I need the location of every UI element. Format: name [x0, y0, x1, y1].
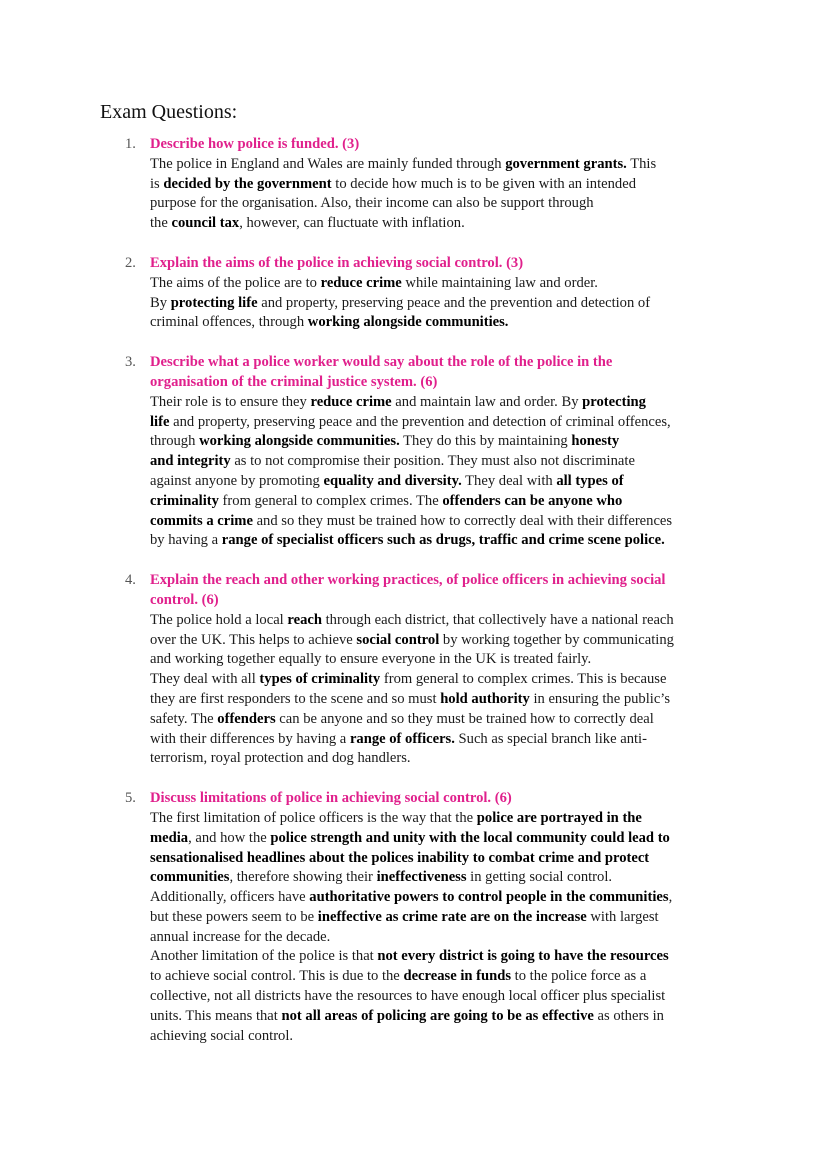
bold-text: reduce crime: [320, 274, 402, 291]
bold-text: types of criminality: [259, 671, 381, 688]
bold-text: authoritative powers to control people in the communities: [309, 889, 669, 906]
answer-text: , however, can fluctuate with inflation.: [239, 215, 465, 232]
question-title: Describe what a police worker would say about the role of the police in the: [150, 354, 613, 371]
answer-line: [150, 908, 740, 928]
bold-text: hold authority: [440, 690, 530, 707]
bold-text: working alongside communities.: [307, 314, 509, 331]
bold-text: life: [150, 413, 170, 430]
answer-line: [150, 928, 740, 948]
answer-text: to achieve social control. This is due to the: [150, 968, 404, 985]
answer-text: The first limitation of police officers is the way that the: [150, 809, 477, 826]
answer-text: criminal offences, through: [150, 314, 308, 331]
answer-text: and working together equally to ensure everyone in the UK is treated fairly.: [150, 651, 592, 668]
answer-line: [150, 313, 740, 333]
answer-text: in getting social control.: [466, 869, 613, 886]
answer-line: [150, 294, 740, 314]
question-number: 2.: [125, 254, 136, 271]
answer-line: [150, 413, 740, 433]
answer-line: [150, 531, 740, 551]
answer-line: [150, 849, 740, 869]
answer-line: [150, 175, 740, 195]
question-number: 1.: [125, 136, 136, 152]
answer-text: The police hold a local: [150, 611, 288, 628]
question-title: organisation of the criminal justice system. (6): [150, 373, 438, 390]
answer-line: [150, 730, 740, 750]
answer-text: and maintain law and order. By: [391, 393, 583, 410]
bold-text: reach: [287, 611, 322, 628]
answer-line: [150, 214, 740, 234]
bold-text: range of officers.: [349, 730, 455, 747]
answer-line: [150, 670, 740, 690]
bold-text: not all areas of policing are going to be as effective: [281, 1007, 594, 1024]
bold-text: decrease in funds: [403, 968, 512, 985]
bold-text: all types of: [556, 472, 624, 489]
question-number: 5.: [125, 790, 136, 807]
question-number: 4.: [125, 572, 136, 589]
answer-text: through each district, that collectively have a national reach: [321, 611, 674, 628]
bold-text: protecting life: [170, 294, 258, 311]
bold-text: reduce crime: [310, 393, 392, 410]
bold-text: decided by the government: [163, 175, 332, 192]
question-number: 3.: [125, 354, 136, 371]
answer-text: with their differences by having a: [150, 730, 350, 747]
question-title: Explain the reach and other working practices, of police officers in achieving social: [150, 572, 666, 589]
answer-text: by having a: [150, 532, 222, 549]
bold-text: offenders: [217, 710, 276, 727]
answer-line: [150, 749, 740, 769]
answer-line: [150, 690, 740, 710]
answer-line: [150, 492, 740, 512]
answer-text: as to not compromise their position. They must also not discriminate: [230, 453, 635, 470]
answer-line: [150, 650, 740, 670]
answer-text: , therefore showing their: [229, 869, 377, 886]
bold-text: ineffective as crime rate are on the increase: [317, 908, 587, 925]
answer-text: The police in England and Wales are mainly funded through: [150, 155, 506, 172]
answer-line: [150, 987, 740, 1007]
answer-text: while maintaining law and order.: [401, 274, 598, 291]
answer-line: [150, 967, 740, 987]
answer-text: By: [150, 294, 171, 311]
answer-line: [150, 809, 740, 829]
question-item: [0, 789, 828, 1046]
bold-text: communities: [150, 869, 230, 886]
bold-text: working alongside communities.: [199, 433, 400, 450]
answer-text: They do this by maintaining: [399, 433, 572, 450]
answer-text: purpose for the organisation. Also, their income can also be support through: [150, 195, 594, 212]
bold-text: police strength and unity with the local community could lead to: [270, 829, 670, 846]
answer-line: [150, 631, 740, 651]
answer-text: , and how the: [188, 829, 271, 846]
answer-text: units. This means that: [150, 1007, 282, 1024]
answer-text: in ensuring the public’s: [529, 690, 671, 707]
answer-text: with largest: [586, 908, 659, 925]
bold-text: government grants.: [505, 155, 627, 172]
answer-line: [150, 274, 740, 294]
bold-text: ineffectiveness: [376, 869, 467, 886]
answer-text: as others in: [593, 1007, 664, 1024]
answer-text: Such as special branch like anti-: [454, 730, 647, 747]
bold-text: media: [150, 829, 189, 846]
question-item: [0, 571, 828, 769]
answer-line: [150, 393, 740, 413]
answer-text: ,: [668, 889, 673, 906]
answer-line: [150, 155, 740, 175]
answer-text: The aims of the police are to: [150, 274, 321, 291]
answer-text: Their role is to ensure they: [150, 393, 311, 410]
bold-text: criminality: [150, 492, 219, 509]
page-heading: Exam Questions:: [100, 101, 238, 123]
answer-text: Additionally, officers have: [150, 889, 310, 906]
answer-line: [150, 1027, 740, 1047]
question-item: [0, 353, 828, 551]
bold-text: council tax: [171, 215, 240, 232]
answer-text: to the police force as a: [511, 968, 647, 985]
bold-text: and integrity: [150, 453, 231, 470]
answer-line: [150, 611, 740, 631]
answer-text: the: [150, 215, 172, 232]
answer-text: and property, preserving peace and the prevention and detection of: [257, 294, 651, 311]
bold-text: not every district is going to have the resources: [377, 948, 669, 965]
answer-text: and so they must be trained how to correctly deal with their differences: [252, 512, 673, 529]
answer-line: [150, 512, 740, 532]
answer-text: achieving social control.: [150, 1027, 294, 1044]
bold-text: commits a crime: [150, 512, 253, 529]
answer-text: They deal with all: [150, 671, 260, 688]
answer-text: by working together by communicating: [439, 631, 674, 648]
answer-text: against anyone by promoting: [150, 472, 324, 489]
question-title: Describe how police is funded. (3): [150, 136, 360, 152]
answer-text: they are first responders to the scene and so must: [150, 690, 441, 707]
answer-text: annual increase for the decade.: [150, 928, 331, 945]
question-item: [0, 254, 828, 333]
question-title: Discuss limitations of police in achieving social control. (6): [150, 790, 512, 807]
answer-line: [150, 888, 740, 908]
bold-text: social control: [356, 631, 440, 648]
answer-line: [150, 710, 740, 730]
bold-text: honesty: [571, 433, 620, 450]
answer-text: from general to complex crimes. The: [218, 492, 443, 509]
bold-text: protecting: [582, 393, 646, 410]
bold-text: sensationalised headlines about the polices inability to combat crime and protect: [150, 849, 650, 866]
question-title: control. (6): [150, 591, 219, 608]
answer-text: and property, preserving peace and the prevention and detection of criminal offences,: [169, 413, 671, 430]
answer-line: [150, 194, 740, 214]
answer-text: is: [150, 175, 164, 192]
answer-line: [150, 829, 740, 849]
bold-text: police are portrayed in the: [476, 809, 642, 826]
answer-line: [150, 452, 740, 472]
answer-text: from general to complex crimes. This is because: [380, 671, 667, 688]
answer-line: [150, 868, 740, 888]
answer-text: They deal with: [461, 472, 557, 489]
question-item: [0, 135, 828, 234]
answer-line: [150, 947, 740, 967]
answer-text: This: [626, 155, 657, 172]
answer-text: Another limitation of the police is that: [150, 948, 378, 965]
answer-line: [150, 472, 740, 492]
answer-text: over the UK. This helps to achieve: [150, 631, 357, 648]
answer-text: safety. The: [150, 710, 218, 727]
question-title: Explain the aims of the police in achieving social control. (3): [150, 254, 524, 271]
answer-text: can be anyone and so they must be trained how to correctly deal: [275, 710, 654, 727]
answer-text: but these powers seem to be: [150, 908, 318, 925]
answer-line: [150, 1007, 740, 1027]
bold-text: equality and diversity.: [323, 472, 462, 489]
answer-text: collective, not all districts have the resources to have enough local officer plus specialist: [150, 988, 666, 1005]
answer-text: terrorism, royal protection and dog handlers.: [150, 750, 411, 767]
bold-text: range of specialist officers such as drugs, traffic and crime scene police.: [221, 532, 665, 549]
answer-line: [150, 432, 740, 452]
question-list: [0, 135, 828, 1066]
answer-text: through: [150, 433, 200, 450]
bold-text: offenders can be anyone who: [442, 492, 623, 509]
answer-text: to decide how much is to be given with an intended: [331, 175, 636, 192]
